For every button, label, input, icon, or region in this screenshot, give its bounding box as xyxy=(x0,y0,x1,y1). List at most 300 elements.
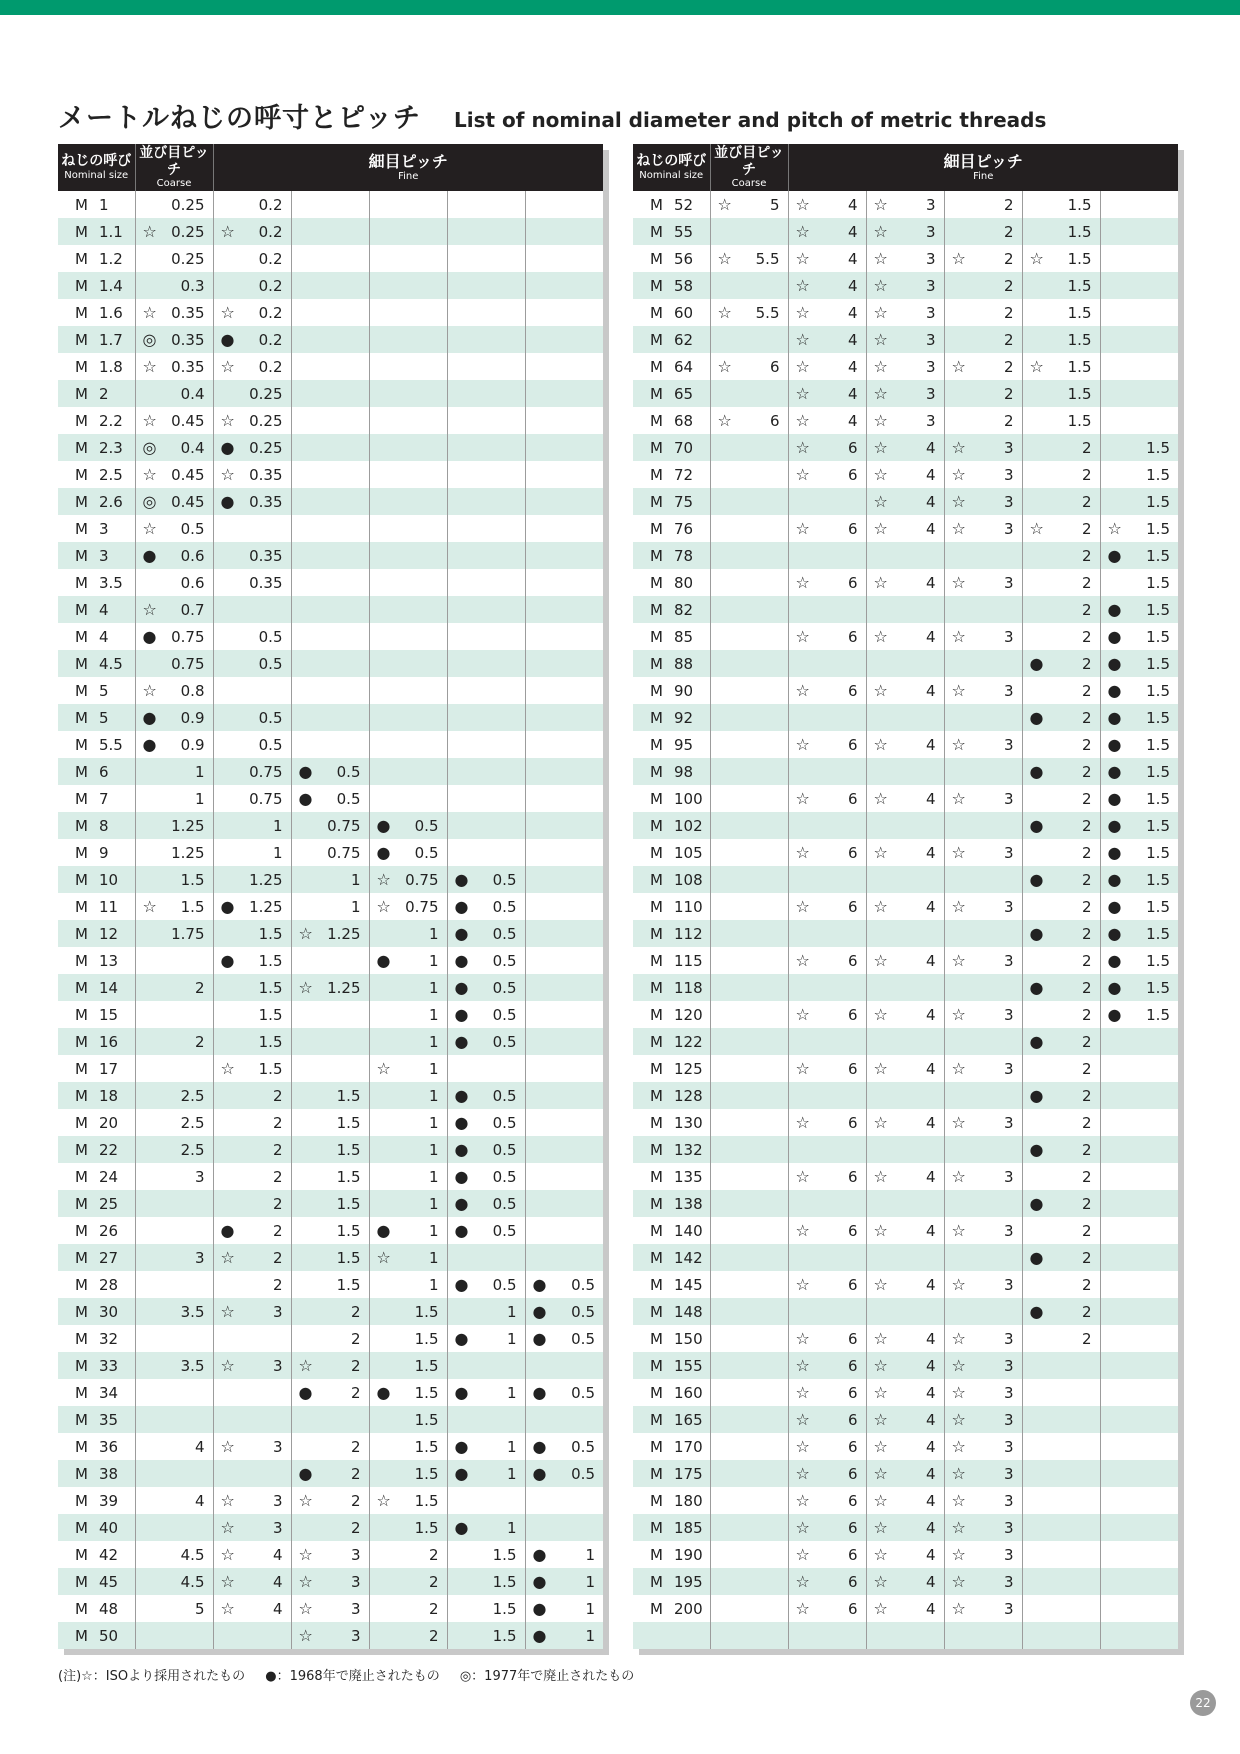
metric-prefix: M xyxy=(650,1329,663,1348)
fine-pitch-cell xyxy=(788,380,866,407)
table-row xyxy=(58,596,603,623)
metric-prefix: M xyxy=(650,681,663,700)
fine-pitch-cell xyxy=(447,1514,525,1541)
fine-pitch-cell xyxy=(1022,812,1100,839)
nominal-size-cell xyxy=(633,1271,710,1298)
star-icon: ☆ xyxy=(873,1167,888,1186)
pitch-value: 2 xyxy=(272,1275,283,1294)
table-row xyxy=(633,488,1178,515)
table-row xyxy=(58,1055,603,1082)
star-icon: ☆ xyxy=(220,1356,235,1375)
dot-icon: ● xyxy=(1029,870,1044,889)
dot-icon: ● xyxy=(1029,1140,1044,1159)
star-icon: ☆ xyxy=(717,411,732,430)
pitch-value: 0.5 xyxy=(492,1275,517,1294)
pitch-value: 1.5 xyxy=(258,1032,283,1051)
fine-pitch-cell xyxy=(291,785,369,812)
star-icon: ☆ xyxy=(795,1383,810,1402)
fine-pitch-cell xyxy=(447,1595,525,1622)
fine-pitch-cell xyxy=(525,272,603,299)
metric-prefix: M xyxy=(75,1059,88,1078)
coarse-pitch-cell xyxy=(710,1406,788,1433)
coarse-pitch-cell xyxy=(135,812,213,839)
coarse-pitch-cell xyxy=(710,515,788,542)
fine-pitch-cell xyxy=(213,191,291,218)
pitch-value: 1.25 xyxy=(171,816,205,835)
fine-pitch-cell xyxy=(213,677,291,704)
nominal-size-value: 27 xyxy=(99,1248,119,1267)
nominal-size-value: 35 xyxy=(99,1410,119,1429)
coarse-pitch-cell xyxy=(135,299,213,326)
fine-pitch-cell xyxy=(1022,488,1100,515)
star-icon: ☆ xyxy=(795,303,810,322)
fine-pitch-cell xyxy=(291,704,369,731)
dot-icon: ● xyxy=(1107,600,1122,619)
pitch-value: 4 xyxy=(925,1410,936,1429)
table-row xyxy=(58,326,603,353)
pitch-value: 1 xyxy=(428,1113,439,1132)
nominal-size-cell xyxy=(58,1433,135,1460)
fine-pitch-cell xyxy=(525,947,603,974)
fine-pitch-cell xyxy=(944,839,1022,866)
fine-pitch-cell xyxy=(944,1271,1022,1298)
fine-pitch-cell xyxy=(213,1001,291,1028)
pitch-value: 4 xyxy=(925,681,936,700)
pitch-value: 3 xyxy=(1003,1356,1014,1375)
pitch-value: 0.35 xyxy=(171,330,205,349)
fine-pitch-cell xyxy=(1100,353,1178,380)
nominal-size-value: 85 xyxy=(674,627,694,646)
pitch-value: 0.5 xyxy=(492,1140,517,1159)
coarse-pitch-cell xyxy=(135,704,213,731)
nominal-size-value: 140 xyxy=(674,1221,703,1240)
table-row xyxy=(633,569,1178,596)
nominal-size-cell xyxy=(58,1271,135,1298)
table-row xyxy=(58,218,603,245)
fine-pitch-cell xyxy=(788,731,866,758)
metric-prefix: M xyxy=(650,330,663,349)
fine-pitch-cell xyxy=(369,596,447,623)
fine-pitch-cell xyxy=(525,1595,603,1622)
pitch-value: 2 xyxy=(1003,249,1014,268)
nominal-size-cell xyxy=(633,677,710,704)
coarse-pitch-cell xyxy=(135,866,213,893)
fine-pitch-cell xyxy=(369,1271,447,1298)
pitch-value: 1.5 xyxy=(258,1059,283,1078)
fine-pitch-cell xyxy=(1022,1325,1100,1352)
star-icon: ☆ xyxy=(298,1572,313,1591)
fine-pitch-cell xyxy=(369,920,447,947)
pitch-value: 2 xyxy=(428,1626,439,1645)
pitch-value: 2 xyxy=(194,978,205,997)
fine-pitch-cell xyxy=(944,1055,1022,1082)
nominal-size-cell xyxy=(58,650,135,677)
star-icon: ☆ xyxy=(1107,519,1122,538)
fine-pitch-cell xyxy=(525,1298,603,1325)
nominal-size-value: 75 xyxy=(674,492,694,511)
pitch-value: 1.5 xyxy=(414,1302,439,1321)
fine-pitch-cell xyxy=(1100,1487,1178,1514)
metric-prefix: M xyxy=(75,384,88,403)
star-icon: ☆ xyxy=(142,411,157,430)
fine-pitch-cell xyxy=(788,1568,866,1595)
fine-pitch-cell xyxy=(525,1433,603,1460)
coarse-pitch-cell xyxy=(135,1460,213,1487)
nominal-size-value: 138 xyxy=(674,1194,703,1213)
star-icon: ☆ xyxy=(951,1491,966,1510)
dot-icon: ● xyxy=(1029,1086,1044,1105)
pitch-value: 1.5 xyxy=(1146,708,1170,727)
pitch-value: 4 xyxy=(925,1059,936,1078)
metric-prefix: M xyxy=(75,816,88,835)
pitch-value: 3 xyxy=(1003,519,1014,538)
table-row xyxy=(58,623,603,650)
star-icon: ☆ xyxy=(873,1275,888,1294)
star-icon: ☆ xyxy=(220,1437,235,1456)
nominal-size-value: 76 xyxy=(674,519,694,538)
star-icon: ☆ xyxy=(873,951,888,970)
fine-pitch-cell xyxy=(291,893,369,920)
pitch-value: 1.5 xyxy=(1067,222,1092,241)
pitch-value: 1 xyxy=(428,1086,439,1105)
pitch-value: 0.25 xyxy=(171,195,205,214)
nominal-size-value: 3.5 xyxy=(99,573,123,592)
fine-pitch-cell xyxy=(525,461,603,488)
coarse-pitch-cell xyxy=(135,920,213,947)
metric-prefix: M xyxy=(75,978,88,997)
pitch-value: 2 xyxy=(1081,897,1092,916)
fine-pitch-cell xyxy=(447,1271,525,1298)
star-icon: ☆ xyxy=(951,627,966,646)
pitch-value: 1.5 xyxy=(1067,249,1092,268)
table-row xyxy=(58,1514,603,1541)
pitch-value: 0.5 xyxy=(492,1086,517,1105)
fine-pitch-cell xyxy=(944,677,1022,704)
pitch-value: 1.5 xyxy=(1067,276,1092,295)
metric-prefix: M xyxy=(650,843,663,862)
fine-pitch-cell xyxy=(525,1136,603,1163)
pitch-value: 3 xyxy=(1003,1383,1014,1402)
fine-pitch-cell xyxy=(866,1217,944,1244)
pitch-value: 4 xyxy=(925,1572,936,1591)
metric-prefix: M xyxy=(650,1302,663,1321)
metric-prefix: M xyxy=(75,249,88,268)
fine-pitch-cell xyxy=(788,1460,866,1487)
dot-icon: ● xyxy=(142,735,157,754)
metric-prefix: M xyxy=(75,411,88,430)
pitch-value: 1 xyxy=(428,1032,439,1051)
fine-pitch-cell xyxy=(1022,461,1100,488)
fine-pitch-cell xyxy=(369,812,447,839)
fine-pitch-cell xyxy=(944,461,1022,488)
metric-prefix: M xyxy=(75,627,88,646)
fine-pitch-cell xyxy=(944,1514,1022,1541)
fine-pitch-cell xyxy=(291,1136,369,1163)
dot-icon: ● xyxy=(532,1302,547,1321)
nominal-size-cell xyxy=(58,704,135,731)
coarse-pitch-cell xyxy=(135,974,213,1001)
fine-pitch-cell xyxy=(866,1136,944,1163)
coarse-pitch-cell xyxy=(710,650,788,677)
coarse-pitch-cell xyxy=(710,731,788,758)
pitch-value: 0.75 xyxy=(327,816,361,835)
coarse-pitch-cell xyxy=(710,1217,788,1244)
dot-icon: ● xyxy=(454,870,469,889)
fine-pitch-cell xyxy=(788,920,866,947)
fine-pitch-cell xyxy=(525,1406,603,1433)
nominal-size-cell xyxy=(58,893,135,920)
nominal-size-value: 95 xyxy=(674,735,694,754)
nominal-size-cell xyxy=(633,650,710,677)
nominal-size-value: 128 xyxy=(674,1086,703,1105)
pitch-value: 0.5 xyxy=(258,627,283,646)
pitch-value: 1.25 xyxy=(171,843,205,862)
pitch-value: 3 xyxy=(1003,1275,1014,1294)
metric-prefix: M xyxy=(650,465,663,484)
pitch-value: 4 xyxy=(847,249,858,268)
fine-pitch-cell xyxy=(866,1433,944,1460)
metric-prefix: M xyxy=(650,1410,663,1429)
star-icon: ☆ xyxy=(873,384,888,403)
star-icon: ☆ xyxy=(795,1464,810,1483)
fine-pitch-cell xyxy=(866,1244,944,1271)
fine-pitch-header: 細目ピッチ Fine xyxy=(788,144,1178,191)
metric-prefix: M xyxy=(650,1437,663,1456)
pitch-value: 3 xyxy=(1003,573,1014,592)
pitch-value: 0.35 xyxy=(171,303,205,322)
coarse-pitch-cell xyxy=(135,569,213,596)
star-icon: ☆ xyxy=(951,1167,966,1186)
fine-pitch-cell xyxy=(369,1622,447,1649)
pitch-value: 0.5 xyxy=(414,816,439,835)
nominal-size-value: 175 xyxy=(674,1464,703,1483)
fine-pitch-cell xyxy=(866,947,944,974)
fine-pitch-cell xyxy=(788,893,866,920)
nominal-size-value: 110 xyxy=(674,897,703,916)
nominal-size-value: 1.4 xyxy=(99,276,123,295)
coarse-pitch-header: 並び目ピッチ Coarse xyxy=(710,144,788,191)
pitch-value: 4 xyxy=(925,1437,936,1456)
metric-prefix: M xyxy=(650,195,663,214)
star-icon: ☆ xyxy=(795,1491,810,1510)
pitch-value: 6 xyxy=(847,1464,858,1483)
star-icon: ☆ xyxy=(795,789,810,808)
fine-pitch-cell xyxy=(447,1379,525,1406)
fine-pitch-cell xyxy=(213,596,291,623)
fine-pitch-cell xyxy=(866,1001,944,1028)
fine-pitch-cell xyxy=(1022,677,1100,704)
coarse-pitch-cell xyxy=(710,1352,788,1379)
pitch-value: 2 xyxy=(350,1383,361,1402)
nominal-size-cell xyxy=(633,1325,710,1352)
pitch-value: 6 xyxy=(847,1167,858,1186)
fine-pitch-cell xyxy=(866,785,944,812)
nominal-size-value: 8 xyxy=(99,816,109,835)
table-row xyxy=(633,920,1178,947)
metric-prefix: M xyxy=(650,1086,663,1105)
pitch-value: 0.35 xyxy=(249,465,283,484)
fine-pitch-cell xyxy=(213,1433,291,1460)
dot-icon: ● xyxy=(1107,762,1122,781)
fine-pitch-cell xyxy=(788,461,866,488)
table-header-row xyxy=(633,144,1178,191)
nominal-size-value: 64 xyxy=(674,357,694,376)
pitch-value: 6 xyxy=(847,1383,858,1402)
nominal-size-value: 40 xyxy=(99,1518,119,1537)
coarse-pitch-cell xyxy=(710,461,788,488)
metric-prefix: M xyxy=(75,1005,88,1024)
nominal-size-value: 130 xyxy=(674,1113,703,1132)
pitch-value: 2 xyxy=(272,1221,283,1240)
pitch-value: 1.25 xyxy=(327,924,361,943)
star-icon: ☆ xyxy=(795,411,810,430)
pitch-value: 6 xyxy=(847,519,858,538)
star-icon: ☆ xyxy=(873,492,888,511)
pitch-value: 0.5 xyxy=(571,1275,595,1294)
dot-icon: ● xyxy=(532,1626,547,1645)
metric-prefix: M xyxy=(650,573,663,592)
fine-pitch-cell xyxy=(291,1487,369,1514)
star-icon: ☆ xyxy=(951,519,966,538)
pitch-value: 1.5 xyxy=(1146,897,1170,916)
metric-prefix: M xyxy=(75,546,88,565)
pitch-value: 3 xyxy=(1003,1491,1014,1510)
fine-pitch-cell xyxy=(369,299,447,326)
star-icon: ☆ xyxy=(795,843,810,862)
nominal-size-value: 115 xyxy=(674,951,703,970)
pitch-value: 3 xyxy=(925,303,936,322)
pitch-value: 3 xyxy=(1003,627,1014,646)
nominal-size-cell xyxy=(633,1163,710,1190)
pitch-value: 3 xyxy=(350,1545,361,1564)
pitch-value: 3 xyxy=(1003,1464,1014,1483)
coarse-pitch-cell xyxy=(710,1055,788,1082)
nominal-size-value: 56 xyxy=(674,249,694,268)
fine-pitch-cell xyxy=(866,866,944,893)
nominal-size-value: 82 xyxy=(674,600,694,619)
fine-pitch-cell xyxy=(944,272,1022,299)
pitch-value: 2 xyxy=(272,1086,283,1105)
fine-pitch-cell xyxy=(788,866,866,893)
pitch-value: 0.35 xyxy=(171,357,205,376)
fine-pitch-cell xyxy=(866,218,944,245)
fine-pitch-cell xyxy=(369,272,447,299)
fine-pitch-cell xyxy=(788,272,866,299)
coarse-pitch-cell xyxy=(710,1001,788,1028)
fine-pitch-cell xyxy=(213,380,291,407)
nominal-size-cell xyxy=(633,1082,710,1109)
dot-icon: ● xyxy=(532,1572,547,1591)
fine-pitch-cell xyxy=(525,1001,603,1028)
fine-pitch-cell xyxy=(1022,1541,1100,1568)
metric-prefix: M xyxy=(650,1032,663,1051)
coarse-pitch-cell xyxy=(710,1433,788,1460)
pitch-value: 0.2 xyxy=(258,195,283,214)
fine-pitch-cell xyxy=(788,1163,866,1190)
double-circle-icon: ◎ xyxy=(142,492,157,511)
fine-pitch-cell xyxy=(1022,1271,1100,1298)
fine-pitch-cell xyxy=(291,650,369,677)
table-row xyxy=(633,1271,1178,1298)
metric-prefix: M xyxy=(650,1464,663,1483)
fine-pitch-cell xyxy=(1100,1460,1178,1487)
fine-pitch-cell xyxy=(866,704,944,731)
pitch-value: 1.5 xyxy=(1146,519,1170,538)
pitch-value: 0.5 xyxy=(571,1329,595,1348)
pitch-value: 0.5 xyxy=(492,951,517,970)
pitch-value: 2 xyxy=(1081,789,1092,808)
fine-pitch-cell xyxy=(1100,1109,1178,1136)
table-row xyxy=(58,1136,603,1163)
fine-pitch-cell xyxy=(788,326,866,353)
fine-pitch-cell xyxy=(213,1163,291,1190)
pitch-value: 0.5 xyxy=(336,762,361,781)
fine-pitch-cell xyxy=(866,1325,944,1352)
metric-prefix: M xyxy=(650,627,663,646)
metric-prefix: M xyxy=(75,1410,88,1429)
nominal-size-value: 112 xyxy=(674,924,703,943)
pitch-value: 6 xyxy=(847,1059,858,1078)
coarse-pitch-cell xyxy=(710,1514,788,1541)
pitch-value: 4 xyxy=(925,627,936,646)
fine-pitch-cell xyxy=(1022,1082,1100,1109)
pitch-value: 2 xyxy=(272,1140,283,1159)
nominal-size-cell xyxy=(633,1217,710,1244)
fine-pitch-cell xyxy=(447,1109,525,1136)
nominal-size-cell xyxy=(633,704,710,731)
coarse-pitch-cell xyxy=(135,488,213,515)
metric-prefix: M xyxy=(75,1572,88,1591)
fine-pitch-cell xyxy=(213,542,291,569)
nominal-size-cell xyxy=(58,1082,135,1109)
coarse-pitch-cell xyxy=(710,1568,788,1595)
nominal-size-value: 1.1 xyxy=(99,222,123,241)
fine-pitch-cell xyxy=(447,1460,525,1487)
metric-prefix: M xyxy=(75,1167,88,1186)
star-icon: ☆ xyxy=(220,222,235,241)
pitch-value: 0.5 xyxy=(336,789,361,808)
fine-pitch-cell xyxy=(291,1082,369,1109)
nominal-size-cell xyxy=(58,866,135,893)
metric-prefix: M xyxy=(75,870,88,889)
fine-pitch-cell xyxy=(447,758,525,785)
fine-pitch-cell xyxy=(788,434,866,461)
star-icon: ☆ xyxy=(795,1518,810,1537)
pitch-value: 4 xyxy=(925,897,936,916)
fine-pitch-cell xyxy=(213,650,291,677)
fine-pitch-cell xyxy=(1100,1028,1178,1055)
table-row xyxy=(633,758,1178,785)
coarse-pitch-cell xyxy=(710,488,788,515)
pitch-value: 2 xyxy=(1003,222,1014,241)
nominal-size-value: 70 xyxy=(674,438,694,457)
table-row xyxy=(58,947,603,974)
metric-prefix: M xyxy=(650,924,663,943)
dot-icon: ● xyxy=(1107,897,1122,916)
metric-prefix: M xyxy=(650,222,663,241)
table-row xyxy=(633,1109,1178,1136)
nominal-size-cell xyxy=(58,569,135,596)
pitch-value: 6 xyxy=(769,357,780,376)
pitch-value: 0.5 xyxy=(180,519,205,538)
pitch-value: 1 xyxy=(506,1464,517,1483)
nominal-size-value: 30 xyxy=(99,1302,119,1321)
metric-prefix: M xyxy=(75,330,88,349)
fine-pitch-cell xyxy=(788,1379,866,1406)
fine-pitch-cell xyxy=(369,623,447,650)
nominal-size-value: 5 xyxy=(99,708,109,727)
pitch-value: 2 xyxy=(1003,357,1014,376)
